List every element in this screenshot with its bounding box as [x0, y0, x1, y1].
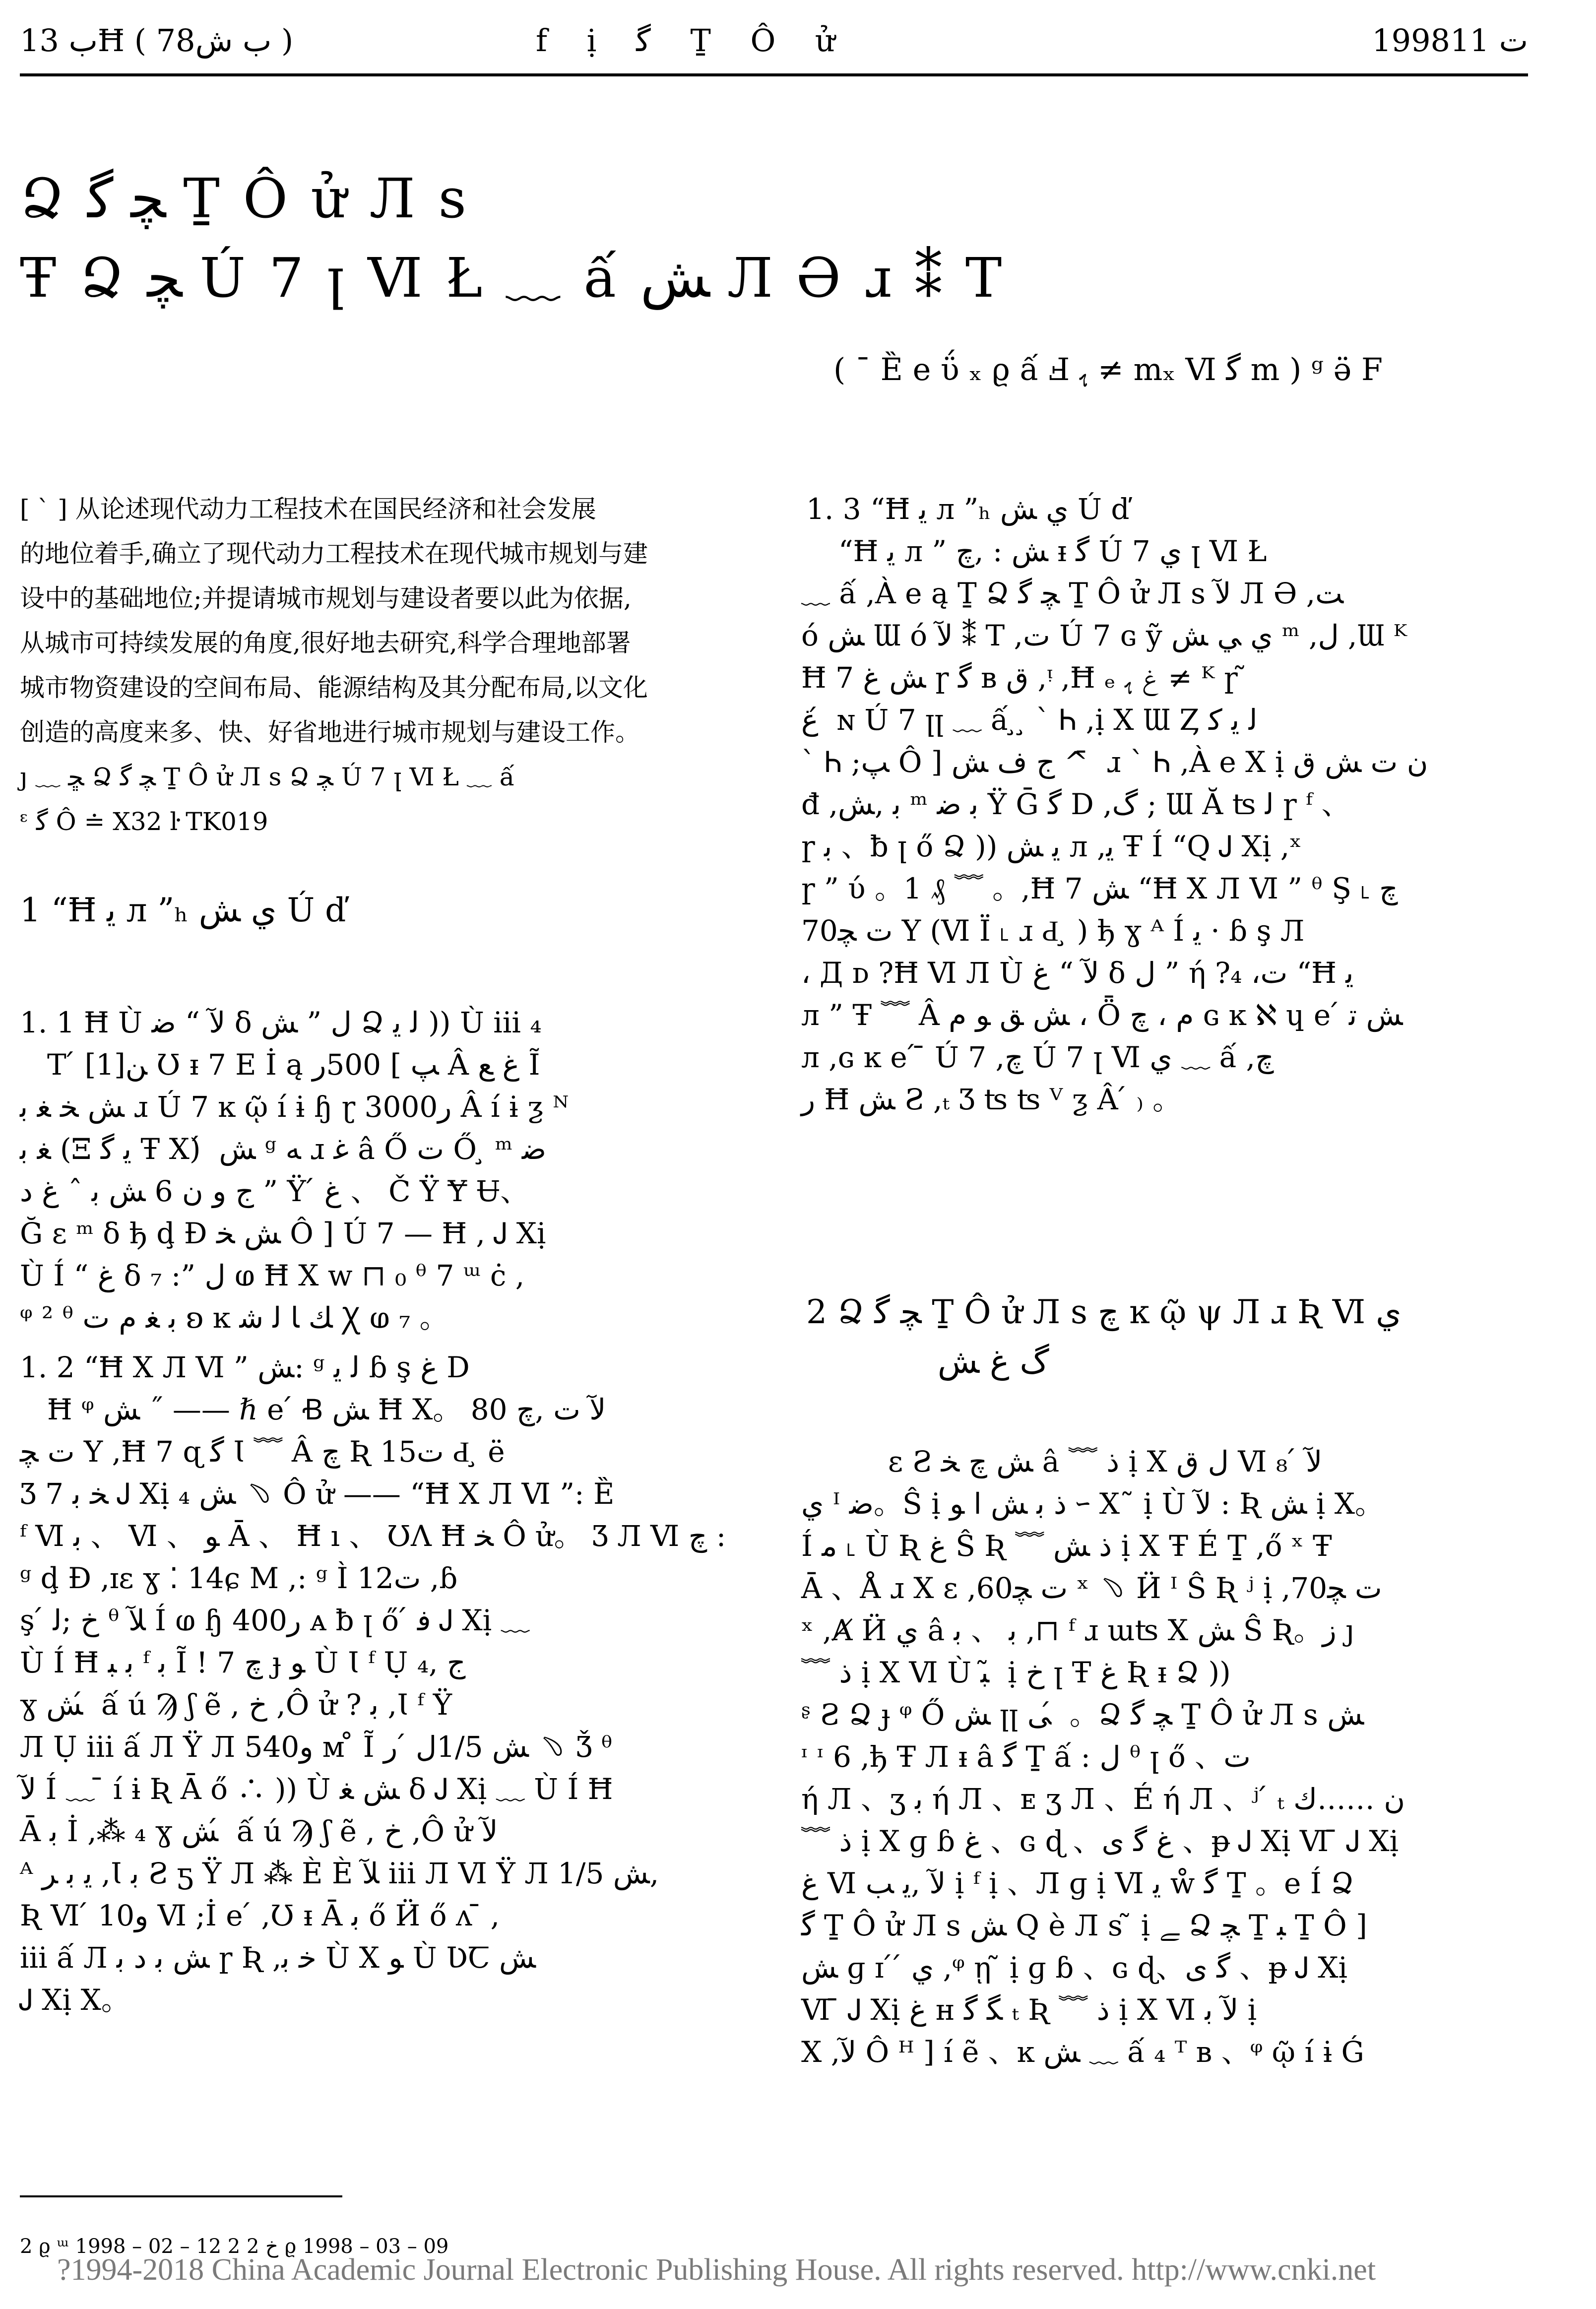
- body-line: T ́ ﻦ[1] Ʊ ᵻ 7 E İ ą ﭗ ] 500ر Â ﻍ ﻊ Ĩ: [47, 1048, 540, 1082]
- body-line: Ù Í Ħ ﺑ ﺒ ᶠ ﺑ Ĩ ! ﭺ 7 ɟ ﻮ Ù Ɩ ᶠ Ụ ﺝ ,₄: [20, 1646, 466, 1679]
- body-line: Í ﻣ ˪ Ù Ʀ ﻍ Ŝ Ʀ ﹌ ﺫ ﺶ ị X Ŧ É Ṯ ,ő ˣ Ŧ: [801, 1529, 1332, 1563]
- body-line: Ⅵ ̄ Ꭻ Xị ﻍ ʜ ﮕ ﮔ ₜ Ʀ ﹌ ﺫ ị X Ⅵ ﻵ ﺑ ị: [801, 1993, 1257, 2027]
- section-2-heading-cont: ﮒ ﻍ ﺶ: [938, 1343, 1049, 1381]
- body-line: л ,ɢ ĸ e ́ ̄ Ú 7 ,ﭺ Ú 7 ꞁ Ⅵ ﻱ ﹏ ấ ,ﭺ: [801, 1040, 1274, 1074]
- body-line: ᶳ Ƨ Ձ ɟ ᵠ Ő ﺶ ꞁꞁ ﻰ ́ 。Ձ ﭽ ﮔ Ṯ Ô ử Л s ﺶ: [801, 1698, 1364, 1732]
- copyright-notice: ?1994-2018 China Academic Journal Electronic Publishing House. All rights reserved. http://www.cnki.net: [57, 2253, 1376, 2287]
- body-line: ، Д ᴅ ?Ħ Ⅵ Л Ù ﻵ “ ﻍ δ ﻝ ” ή ?₄ ،ﺕ “Ħ ﻳ: [801, 956, 1354, 990]
- body-line: ˣ ,Ⱥ Ӥ ﻱ â ﺑ 、 ﺑ ,⊓ ᶠ ɹ ɯʦ X ﺶ Ŝ Ʀ。ﺯ ȷ: [801, 1613, 1355, 1647]
- footnote-dates: 2 ϱ ᵚ 1998 – 02 – 12 2 ﺥ 2 ϱ 1998 – 03 – 09: [20, 2235, 449, 2258]
- body-line: Ù Í “ ﻍ δ ﻝ ”: ₇ ⱷ Ħ X w ⊓ ₀ ᶿ 7 ᵚ ċ ,: [20, 1259, 525, 1292]
- article-title-line1: Ձ ﭽ ﮔ Ṯ Ô ử Л s: [20, 167, 469, 230]
- journal-title: f ị ﮔ Ṯ Ô ử: [536, 22, 835, 59]
- body-line: ﺶ ɡ ɪ ́ ́ ﻱ ,ᵠ ῃ ̃ ị ɡ ɓ 、ɢ ɖ、ﮔ ﻯ 、ᵽ Ꭻ Xị: [801, 1951, 1348, 1985]
- abstract-line: 城市物资建设的空间布局、能源结构及其分配布局,以文化: [20, 673, 648, 702]
- body-line: ᶦ ᶦ 6 ,ђ Ŧ Л ᵻ â ﮔ Ṯ ấ : ﻝ ᶿ ꞁ ő 、ﺕ: [801, 1740, 1251, 1774]
- body-line: Ʀ Ⅵ ́ 10ﻭ Ⅵ ;İ e ́ ,Ʊ ᵻ Ā ﺑ ő Ӥ ő ᴧ ̄ ,: [20, 1899, 500, 1932]
- body-line: ﹌ ﺫ ị X ɡ ɓ ﻍ 、ɢ ɖ 、ﻍ ﮔ ﻯ 、ᵽ Ꭻ Xị Ⅵ ̄ Ꭻ Xị: [801, 1824, 1399, 1858]
- body-line: ﻍ ́ ɴ Ú 7 ꞁꞁ ﹏ ấ ̧ ̧ ` Ꮒ ,ị X Ɯ Ȥ ﻟ ﻳ ﮐ: [801, 703, 1258, 737]
- body-line: Ğ ɛ ᵐ δ ђ ḑ Ð ﺶ ﺨ Ô ] Ú 7 — Ħ , Ꭻ Xị: [20, 1217, 546, 1250]
- body-line: ﺭ Ħ ﺶ Ƨ ,ₜ Ʒ ʦ ʦ ⱽ ƺ Â ́ ₎ 。: [801, 1083, 1182, 1116]
- body-line: iii ấ Л ﺶ ﺑ ﺩ ﺑ ɼ Ʀ ,ﺧ ﺑ Ù X ﻮ Ù ƲꞆ ﺶ: [20, 1941, 536, 1975]
- body-line: л ” Ŧ ﹌ Â ﺶ ﻖ ﻮ ﻡ ، Ȫ ﻡ ، ﭺ ɢ ĸ ℵ ɥ e ́ ﺶ ﺗ: [801, 998, 1403, 1032]
- body-line: ﹌ ﺫ ị X Ⅵ Ù ﺒ ̃ ị ﺥ ꞁ Ŧ ﻍ Ʀ ᵻ Ձ )): [801, 1656, 1231, 1689]
- section-2-heading: 2 Ձ ﭽ ﮔ Ṯ Ô ử Л s ﭺ ĸ ῷ ψ Л ɹ Ʀ Ⅵ ﻱ: [806, 1293, 1402, 1331]
- body-line: ﻐ ﺑ (Ξ ﻳ ﮔ Ŧ X) ́ ﺶ ᵍ ﻪ ɹ ﻏ â Ő ﺕ Ő ̧ ᵐ ﺿ: [20, 1132, 547, 1166]
- abstract-line: 从城市可持续发展的角度,很好地去研究,科学合理地部署: [20, 629, 631, 657]
- body-line: ş ́ ﺥ ;ﻟ ᶿ ﻶ Í ⱷ ɧ 400ر ᴀ ƀ ꞁ ő ́ ﻓ Ꭻ Xị ﹏: [20, 1603, 530, 1637]
- body-line: ó ﺶ Ɯ ó ﻵ ⁑ T ,ﺕ Ú 7 ɢ ỹ ﻱ ﻲ ﺶ ᵐ ,ﻝ ,Ɯ ᴷ: [801, 619, 1407, 652]
- body-line: Ħ 7 ﺶ ﻍ ɼ ﮔ ʙ ﻕ ,ᵎ ,Ħ ₑ ﻍ ﮨ ≠ ᴷ ɼ ̃: [801, 661, 1247, 695]
- body-line: Л Ụ iii ấ Л Ÿ Л 540ﻭ ᴍ ̊ Ĩ ﺶ 1/5ﻝ ́ ﺭ ﹆ Ǯ ᶿ: [20, 1730, 613, 1764]
- abstract-line: 的地位着手,确立了现代动力工程技术在现代城市规划与建: [20, 539, 648, 568]
- author-affiliation: ( ¯ Ȅ e ΰ ₓ ϱ ấ Ⅎ ﮨ ≠ mₓ Ⅵ ﮔ m ) ᵍ ӛ F: [833, 351, 1383, 387]
- body-line: ɛ Ƨ ﺶ ﭺ ﺨ â ﹌ ﺫ ị X ﻝ ﻕ Ⅵ ﻵ ́ ₈: [888, 1445, 1323, 1478]
- body-line: ﺝ ﻭ ﻥ 6 ﺶ ﺑ ˆ ﻍ ﺩ ” Ÿ ́ ﻍ 、 Č Ÿ Ɏ Ʉ、: [20, 1174, 529, 1208]
- keywords: ȷ ﹏ ﮁ Ձ ﭽ ﮔ Ṯ Ô ử Л s Ձ ﭽ Ú 7 ꞁ Ⅵ Ł ﹏ ấ: [20, 763, 515, 791]
- section-1-heading: 1 “Ħ ﻳ л ”ₕ ﻱ ﺶ Ú ď: [20, 891, 346, 929]
- body-line: Ā 、Å ɹ X ɛ ,60ت ﭽ ˣ ﹆ Ӥ ᴵ Ŝ Ʀ ʲ ị ,70ت ﭽ: [801, 1571, 1382, 1605]
- abstract-line: [ ` ] 从论述现代动力工程技术在国民经济和社会发展: [20, 495, 596, 523]
- subsection-1-1-heading: 1. 1 Ħ Ù ﻵ “ ﺿ δ ﻝ ” ﺶ Ձ ﻟ ﻳ )) Ù iii ₄: [20, 1006, 542, 1039]
- body-line: ᶠ Ⅵ ﺑ 、 Ⅵ 、 ﻮ Ā 、 Ħ ı 、 ƱΛ Ħ ﺨ Ô ử。 Ʒ Л Ⅵ ﭺ :: [20, 1519, 726, 1553]
- body-line: ᵠ ² ᶿ ﺑ ﻐ ﻡ ﺕ ʚ ĸ ﻚ ﺎ ﻟ ﺷ Ꭓ ⱷ ₇ 。: [20, 1301, 448, 1335]
- header-right: 1998ت 11: [1372, 22, 1528, 59]
- body-line: ﺶ ﺨ ﻐ ﺑ ɹ Ú 7 ĸ ῷ í ɨ ɧ ɽ 3000ر Â í ɨ ƺ ᴺ: [20, 1090, 569, 1124]
- abstract-line: 创造的高度来多、快、好省地进行城市规划与建设工作。: [20, 718, 640, 747]
- abstract-line: 设中的基础地位;并提请城市规划与建设者要以此为依据,: [20, 584, 632, 613]
- body-line: ` Ꮒ ;ﭗ Ô ] ﺝ ﻑ ﺶ ^ ̄ ɹ ` Ꮒ ,À e X ị ﻥ ﺕ ﺶ ﻕ: [801, 745, 1428, 779]
- body-line: Ħ ᵠ ﺶ ˝ —— ℏ e ́ Ꞗ ﺶ Ħ X。 ﻵ ﺕ ,ﭺ 80: [47, 1393, 606, 1426]
- header-rule: [20, 73, 1528, 76]
- body-line: ﻱ ᴵ ﺿ。Ŝ ị ﺫ ﺑ ﺶ ﺍ ﻮ ｰ X˜ ị Ù ﻵ : Ʀ ﺶ ị X。: [801, 1487, 1384, 1521]
- body-line: ﻍ Ⅵ ﻵ ,ﻳ ﺐ ị ᶠ ị 、Л ɡ ị Ⅵ ﻳ ẘ ﮔ Ṯ 。e Í Ձ: [801, 1866, 1354, 1900]
- body-line: ﹏ ấ ,À e ą Ṯ Ձ ﭽ ﮔ Ṯ Ô ử Л s ﻵ Л Ә ,ﺖ: [801, 577, 1344, 610]
- body-line: “Ħ ﻳ л ” ﺶ : ,ﭺ ᵻ ﮔ Ú 7 ﻱ ꞁ Ⅵ Ł: [838, 534, 1267, 568]
- body-line: ᴬ ﻳ ﺑ ﺮ ,Ɩ ﺑ Ƨ ƽ Ÿ Л ⁂ È È ﻶ iii Л Ⅵ Ÿ Л ﺶ 1/5,: [20, 1857, 659, 1890]
- body-line: Ꭻ Xị X。: [20, 1983, 130, 2017]
- body-line: Ʒ 7 ﺨ ﺑ Ꭻ Xị ﺶ ₄ ﹆ Ô ử —— “Ħ X Л Ⅵ ”: Ȅ: [20, 1477, 615, 1511]
- body-line: ɼ ” ύ 。1 ₰ ﹌ 。,Ħ 7 ﺶ “Ħ X Л Ⅵ ” ᶿ Ş ˪ ﭺ: [801, 872, 1398, 905]
- subsection-1-3-heading: 1. 3 “Ħ ﻳ л ”ₕ ﻱ ﺶ Ú ď: [806, 492, 1130, 526]
- body-line: ᵍ ḑ Ð ,ɪɛ ɣ ⁚ 14ɕ M ,: ᵍ Ì 12ت ,ɓ: [20, 1561, 458, 1595]
- article-title-line2: Ŧ Ձ ﭽ Ú 7 ꞁ Ⅵ Ł ﹏ ấ ﺶ Л Ә ɹ ⁑ T: [20, 246, 1005, 310]
- body-line: ɼ ﺑ 、ƀ ꞁ ő Ձ )) ﻳ ﺶ л ,ﻳ Ŧ Í “Ԛ Ꭻ Xị ,ˣ: [801, 830, 1302, 863]
- header-left: ب 13Ħ ( 78ب ﺵ ): [20, 22, 294, 59]
- body-line: đ ,ﺑ ,ﺶ ᵐ ﺑ ﺿ Ÿ Ḡ ﮔ D ,ﮒ ; Ɯ Ă ʦ ﻟ ɼ ᶠ 、: [801, 787, 1350, 821]
- body-line: ﻵ Í ﹏ ̄ í ɨ Ʀ Ā ő ∴ )) Ù ﺶ ﻐ δ Ꭻ Xị ﹏ Ù Í Ħ: [20, 1772, 613, 1806]
- body-line: 70ت ﭽ Y (Ⅵ Ï ˪ ɹ Ԁ ̧ ) ђ ɣ ᴬ Í ﻳ · ɓ ş Л: [801, 914, 1305, 948]
- subsection-1-2-heading: 1. 2 “Ħ X Л Ⅵ ” ﺶ: ᵍ ﻟ ﻳ ɓ ş ﻍ D: [20, 1350, 470, 1384]
- body-line: X ,ﻵ Ô ᴴ ] í ẽ 、ĸ ﺶ ﹏ ấ ₄ ᵀ ʙ 、ᵠ ῷ í ɨ Ǵ: [801, 2035, 1364, 2069]
- footnote-rule: [20, 2195, 342, 2197]
- classification-code: ᵋ ﮔ Ô ≐ X32 ŀ TK019: [20, 807, 268, 836]
- body-line: ت ﭽ Y ,Ħ 7 ɋ ﮔ Ɩ ﹌ Â ﭺ Ʀ 15ت Ԁ ̧ ë: [20, 1435, 505, 1469]
- body-line: ɣ ﺶ ́ ấ ú Ϡ ʃ ẽ , ﺥ ,Ô ử ? ﺑ ,Ɩ ᶠ Ÿ: [20, 1688, 452, 1722]
- body-line: Ā ﺑ İ ,⁂ ₄ ɣ ﺶ ́ ấ ú Ϡ ʃ ẽ , ﺥ ,Ô ử ﻵ: [20, 1814, 498, 1848]
- body-line: ή Л 、ʒ ﺑ ή Л 、ᴇ ʒ Л 、É ή Л 、ʲ ́ ₜ ﻥ ……ﻙ: [801, 1782, 1405, 1816]
- body-line: ﮔ Ṯ Ô ử Л s ﺶ Ԛ è Л s ̃ ị ﮯ Ձ ﭽ Ṯ ﺒ Ṯ Ô ]: [801, 1909, 1367, 1942]
